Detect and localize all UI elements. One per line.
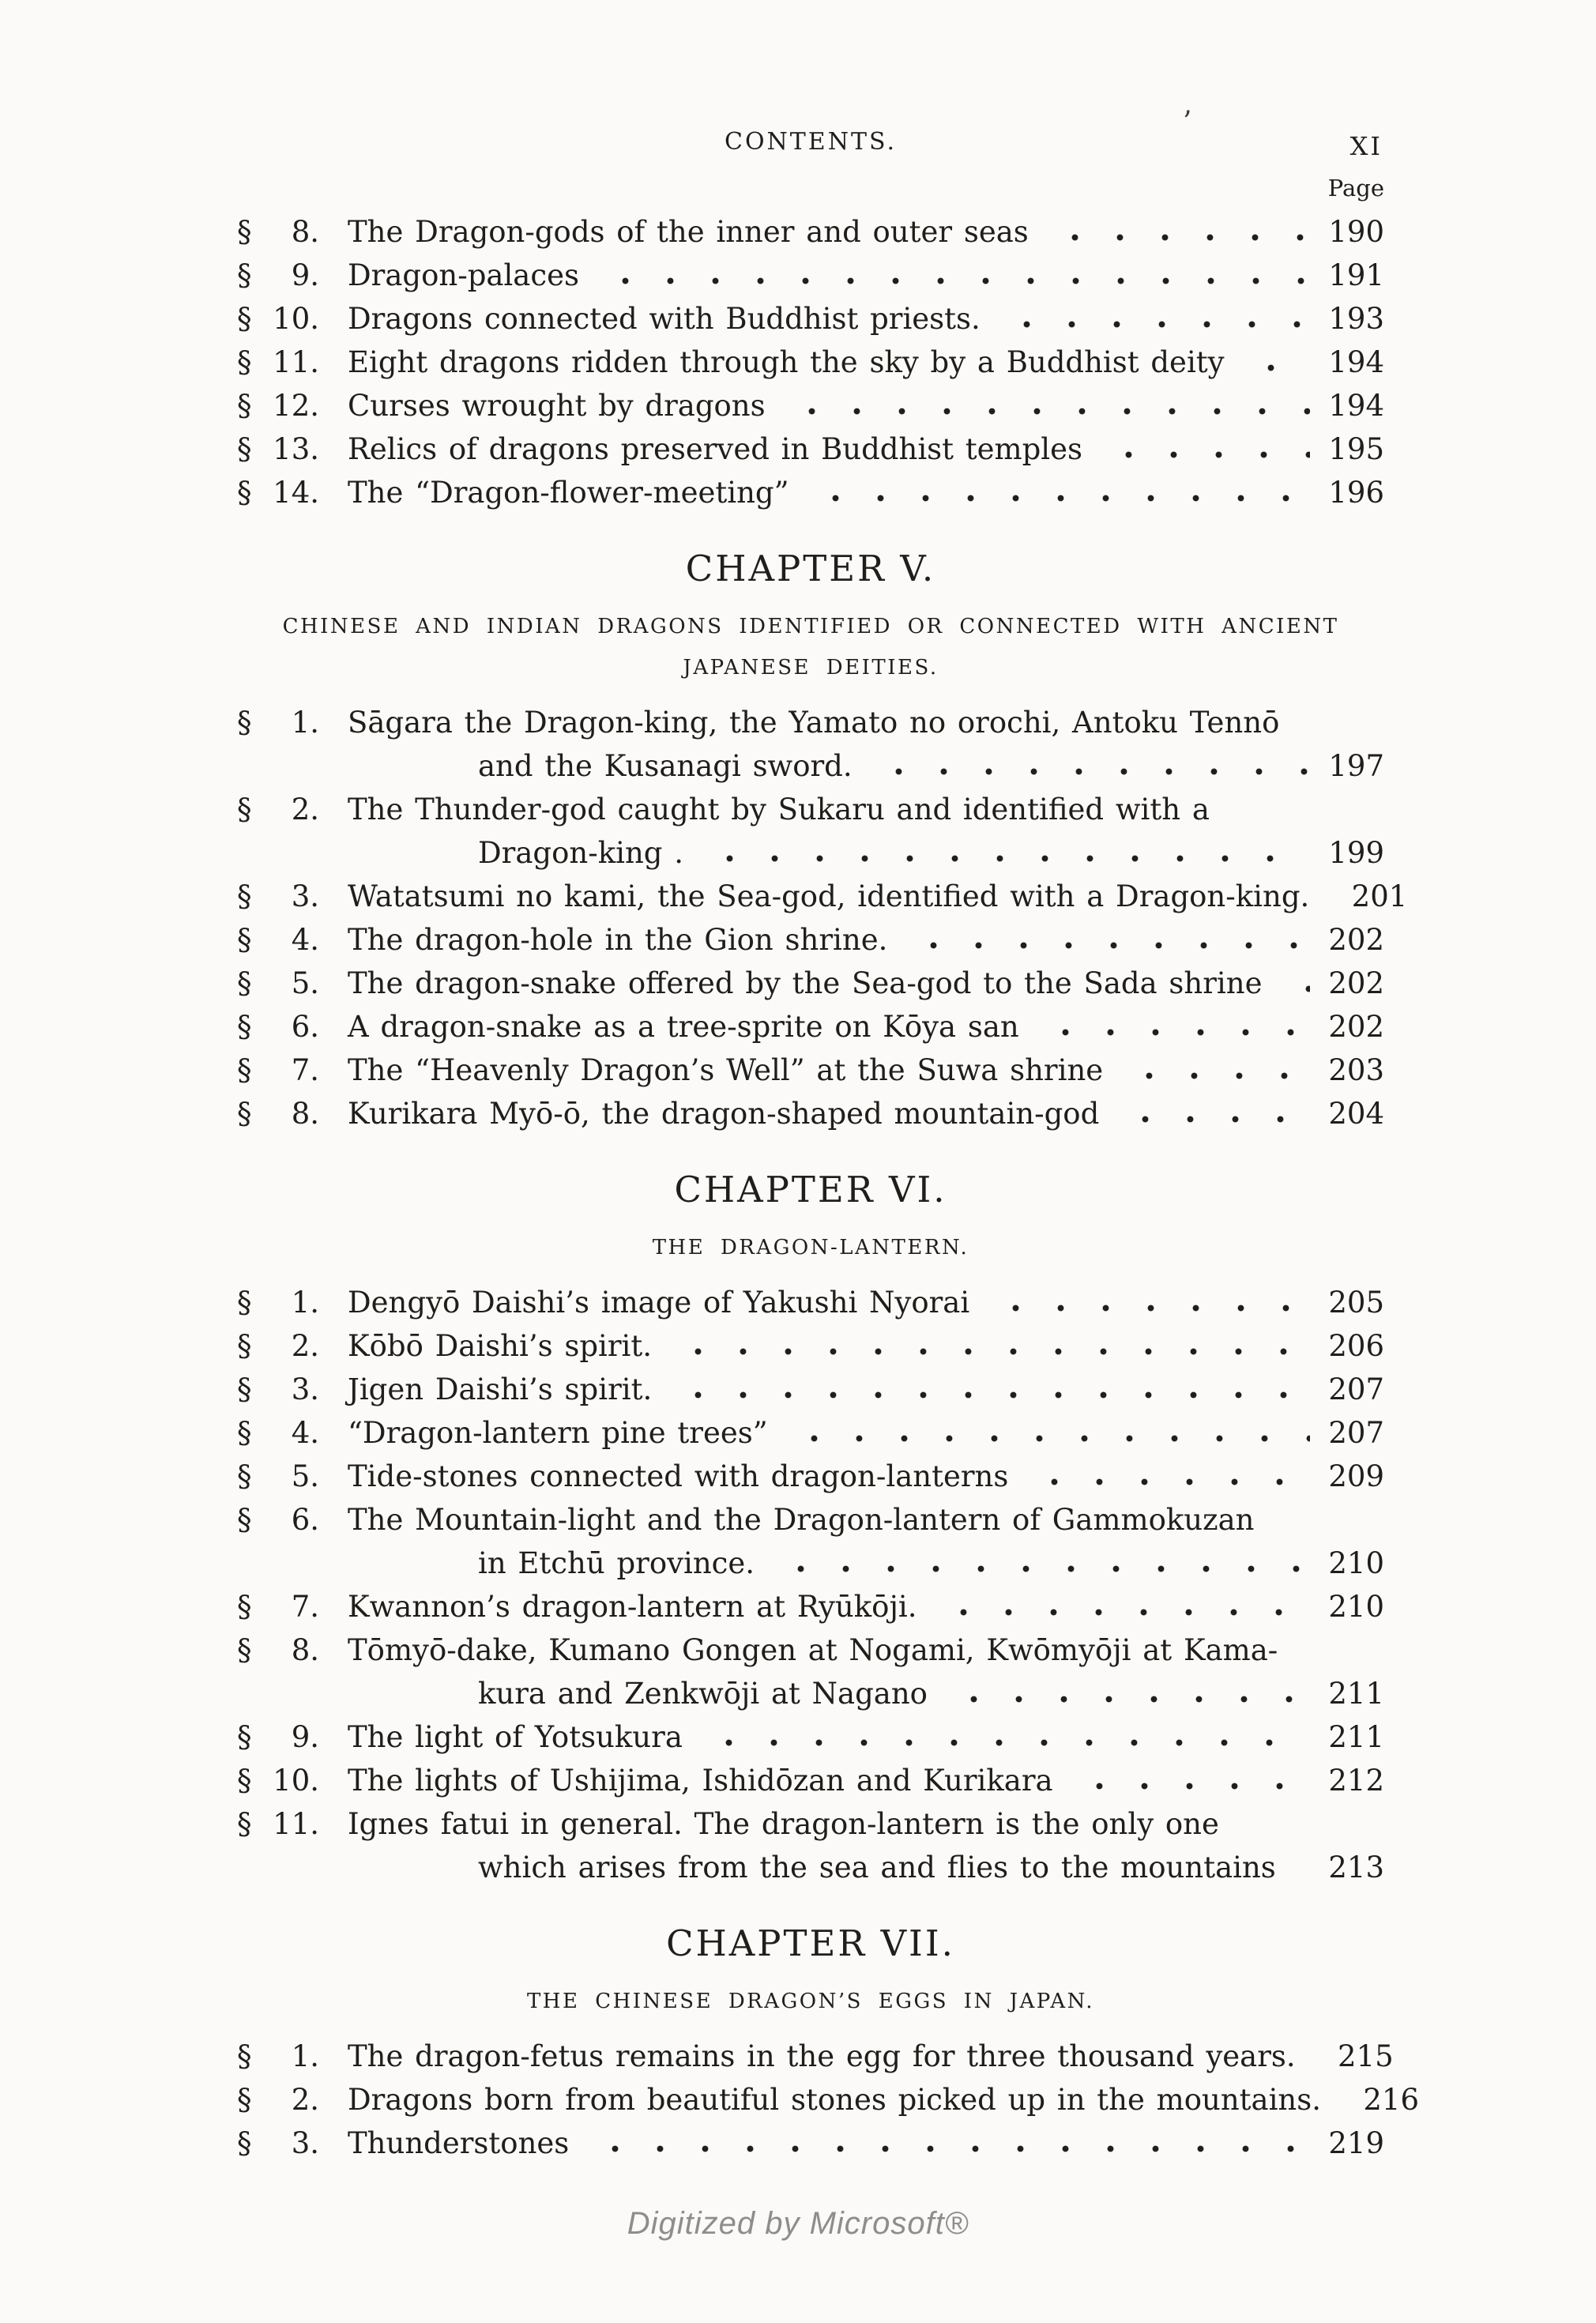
entry-number: 5. [291,1459,319,1493]
chapter-title: CHAPTER V. [685,548,936,589]
entry-number: 9. [291,1720,319,1754]
section-symbol: § [237,1459,252,1493]
toc-entry-row [237,701,1384,744]
folio-page-number: XI [1349,131,1383,161]
entry-page-number: 199 [1328,836,1384,870]
toc-entry-row [237,1498,1384,1542]
toc-entry-row [237,1715,1384,1759]
entry-title: Tide-stones connected with dragon-lanterns [348,1459,1009,1493]
section-symbol: § [237,923,252,957]
dot-leader [982,1304,1310,1312]
entry-page-number: 205 [1328,1286,1384,1320]
running-title: CONTENTS. [725,128,897,156]
dot-leader [865,767,1310,776]
toc-entry-row [237,254,1384,297]
entry-page-number: 202 [1328,1010,1384,1044]
dot-leader [664,1347,1310,1356]
entry-number: 10. [273,302,319,336]
toc-entry-row [237,341,1384,384]
toc-entry-continuation-row [237,744,1384,788]
toc-entry-row [237,1585,1384,1628]
entry-number: 10. [273,1764,319,1798]
entry-number: 1. [291,1286,319,1320]
section-symbol: § [237,966,252,1000]
chapter-subtitle-line: CHINESE AND INDIAN DRAGONS IDENTIFIED OR CONNECTED WITH ANCIENT [282,615,1339,638]
entry-page-number: 213 [1328,1850,1384,1884]
section-symbol: § [237,706,252,740]
entry-number: 1. [291,2039,319,2073]
toc-entry-row [237,875,1408,918]
entry-title: Sāgara the Dragon-king, the Yamato no orochi, Antoku Tennō [348,706,1280,740]
entry-number: 7. [291,1053,319,1087]
section-symbol: § [237,215,252,249]
entry-title-continuation: which arises from the sea and flies to the mountains [478,1850,1276,1884]
chapter-subtitle-line: THE CHINESE DRAGON’S EGGS IN JAPAN. [526,1990,1095,2013]
entry-title: The light of Yotsukura [348,1720,683,1754]
entry-title: Jigen Daishi’s spirit. [348,1372,653,1406]
chapter-heading [237,1170,1384,1268]
toc-entry-row [237,210,1384,254]
entry-title: “Dragon-lantern pine trees” [348,1416,768,1450]
section-symbol: § [237,258,252,292]
entry-page-number: 211 [1328,1720,1384,1754]
entry-title-continuation: kura and Zenkwōji at Nagano [478,1677,928,1711]
dot-leader [1041,233,1310,242]
toc-entry-row [237,2078,1420,2122]
toc-entry-row [237,1049,1384,1092]
entry-number: 7. [291,1590,319,1624]
entry-page-number: 216 [1363,2083,1420,2117]
entry-title: Ignes fatui in general. The dragon-lantern is the only one [348,1807,1219,1841]
toc-entry-row [237,471,1384,514]
section-symbol: § [237,1633,252,1667]
toc-entry-row [237,297,1384,341]
entry-title: The Thunder-god caught by Sukaru and identified with a [348,793,1210,826]
toc-entry-continuation-row [237,1542,1384,1585]
entry-title: Eight dragons ridden through the sky by a Buddhist deity [348,345,1225,379]
dot-leader [802,494,1310,503]
dot-leader [664,1391,1310,1399]
dot-leader [1032,1028,1310,1037]
toc-entry-row [237,427,1384,471]
entry-title: Dragons born from beautiful stones picked up in the mountains. [348,2083,1322,2117]
section-symbol: § [237,476,252,510]
toc-entry-row [237,962,1384,1005]
section-symbol: § [237,1329,252,1363]
entry-page-number: 194 [1328,345,1384,379]
toc-entry-row [237,1005,1384,1049]
dot-leader [695,1738,1310,1747]
toc-section [237,210,1384,514]
entry-number: 11. [273,1807,319,1841]
entry-number: 3. [291,1372,319,1406]
entry-title: Kōbō Daishi’s spirit. [348,1329,653,1363]
entry-title: The “Heavenly Dragon’s Well” at the Suwa shrine [348,1053,1104,1087]
dot-leader [696,854,1310,863]
toc-entry-continuation-row [237,831,1384,875]
section-symbol: § [237,1590,252,1624]
entry-number: 12. [273,389,319,423]
entry-title: The dragon-fetus remains in the egg for three thousand years. [348,2039,1296,2073]
toc-section [237,2035,1420,2165]
dot-leader [781,1434,1310,1443]
toc-entry-row [237,1281,1384,1324]
entry-title: Kurikara Myō-ō, the dragon-shaped mountain-god [348,1097,1100,1131]
entry-page-number: 204 [1328,1097,1384,1131]
section-symbol: § [237,389,252,423]
dot-leader [767,1564,1310,1573]
entry-page-number: 196 [1328,476,1384,510]
entry-number: 1. [291,706,319,740]
dot-leader [900,941,1310,950]
section-symbol: § [237,1720,252,1754]
entry-title-continuation: Dragon-king . [478,836,683,870]
entry-title: Dragons connected with Buddhist priests. [348,302,981,336]
entry-page-number: 201 [1351,879,1408,913]
entry-page-number: 195 [1328,432,1384,466]
section-symbol: § [237,1372,252,1406]
chapter-title: CHAPTER VII. [666,1922,955,1964]
table-of-contents [237,210,1420,2165]
section-symbol: § [237,1764,252,1798]
dot-leader [940,1695,1310,1704]
section-symbol: § [237,1010,252,1044]
entry-title: The dragon-hole in the Gion shrine. [348,923,888,957]
entry-title: The dragon-snake offered by the Sea-god to the Sada shrine [348,966,1263,1000]
toc-entry-row [237,1092,1384,1135]
entry-number: 2. [291,1329,319,1363]
section-symbol: § [237,1807,252,1841]
dot-leader [1237,363,1310,372]
section-symbol: § [237,1416,252,1450]
toc-entry-row [237,1759,1384,1802]
entry-page-number: 206 [1328,1329,1384,1363]
section-symbol: § [237,2039,252,2073]
entry-title: The Mountain-light and the Dragon-lantern of Gammokuzan [348,1503,1255,1537]
section-symbol: § [237,432,252,466]
entry-number: 2. [291,793,319,826]
entry-title: The Dragon-gods of the inner and outer seas [348,215,1029,249]
dot-leader [1334,2101,1345,2110]
toc-entry-row [237,918,1384,962]
entry-page-number: 202 [1328,923,1384,957]
section-symbol: § [237,1097,252,1131]
dot-leader [1066,1782,1310,1790]
entry-page-number: 209 [1328,1459,1384,1493]
dot-leader [930,1608,1310,1617]
toc-entry-row [237,1411,1384,1455]
entry-page-number: 215 [1338,2039,1394,2073]
toc-entry-row [237,2122,1384,2165]
page-header [237,126,1384,163]
entry-page-number: 219 [1328,2126,1384,2160]
entry-number: 9. [291,258,319,292]
toc-entry-row [237,384,1384,427]
section-symbol: § [237,2126,252,2160]
dot-leader [1322,898,1333,906]
entry-number: 6. [291,1010,319,1044]
entry-number: 4. [291,923,319,957]
entry-title: Thunderstones [348,2126,570,2160]
section-symbol: § [237,879,252,913]
dot-leader [1308,2058,1319,2066]
toc-entry-row [237,1628,1384,1672]
entry-number: 13. [273,432,319,466]
toc-section [237,701,1408,1135]
section-symbol: § [237,1503,252,1537]
toc-entry-continuation-row [237,1846,1384,1889]
entry-page-number: 193 [1328,302,1384,336]
entry-number: 2. [291,2083,319,2117]
toc-entry-row [237,1368,1384,1411]
entry-page-number: 191 [1328,258,1384,292]
dot-leader [1021,1478,1310,1486]
entry-page-number: 207 [1328,1416,1384,1450]
entry-number: 8. [291,1097,319,1131]
chapter-title: CHAPTER VI. [674,1169,947,1210]
dot-leader [592,277,1310,285]
chapter-subtitle-line: JAPANESE DEITIES. [683,656,939,680]
toc-entry-row [237,1455,1384,1498]
entry-title: Kwannon’s dragon-lantern at Ryūkōji. [348,1590,917,1624]
entry-title-continuation: in Etchū province. [478,1546,755,1580]
entry-number: 8. [291,1633,319,1667]
dot-leader [1095,450,1310,459]
entry-page-number: 190 [1328,215,1384,249]
entry-page-number: 197 [1328,749,1384,783]
entry-title: Watatsumi no kami, the Sea-god, identified with a Dragon-king. [348,879,1310,913]
entry-page-number: 203 [1328,1053,1384,1087]
entry-number: 11. [273,345,319,379]
text-block [237,126,1420,2165]
section-symbol: § [237,793,252,826]
toc-entry-row [237,2035,1394,2078]
page-column-label: Page [1327,175,1384,201]
toc-entry-row [237,1802,1384,1846]
section-symbol: § [237,1053,252,1087]
entry-number: 14. [273,476,319,510]
entry-page-number: 202 [1328,966,1384,1000]
digitized-watermark: Digitized by Microsoft® [627,2206,969,2241]
entry-number: 6. [291,1503,319,1537]
entry-page-number: 210 [1328,1590,1384,1624]
toc-entry-row [237,1324,1384,1368]
dot-leader [582,2144,1310,2153]
toc-section [237,1281,1384,1889]
section-symbol: § [237,302,252,336]
dot-leader [1116,1071,1310,1080]
scan-artifact-mark: ’ [1183,106,1192,138]
entry-title-continuation: and the Kusanagi sword. [478,749,853,783]
chapter-subtitle-line: THE DRAGON-LANTERN. [652,1236,969,1259]
entry-title: The lights of Ushijima, Ishidōzan and Kurikara [348,1764,1053,1798]
entry-title: Relics of dragons preserved in Buddhist temples [348,432,1083,466]
entry-page-number: 211 [1328,1677,1384,1711]
chapter-heading [237,549,1384,688]
section-symbol: § [237,2083,252,2117]
toc-entry-row [237,788,1384,831]
chapter-heading [237,1924,1384,2022]
entry-number: 4. [291,1416,319,1450]
entry-page-number: 212 [1328,1764,1384,1798]
section-symbol: § [237,1286,252,1320]
entry-number: 5. [291,966,319,1000]
toc-entry-continuation-row [237,1672,1384,1715]
dot-leader [1289,1869,1310,1877]
dot-leader [993,320,1310,329]
section-symbol: § [237,345,252,379]
entry-number: 3. [291,2126,319,2160]
entry-title: The “Dragon-flower-meeting” [348,476,789,510]
entry-page-number: 210 [1328,1546,1384,1580]
entry-title: Dengyō Daishi’s image of Yakushi Nyorai [348,1286,970,1320]
entry-title: Tōmyō-dake, Kumano Gongen at Nogami, Kwōmyōji at Kama- [348,1633,1278,1667]
dot-leader [1112,1115,1310,1124]
dot-leader [778,407,1310,416]
entry-title: Curses wrought by dragons [348,389,766,423]
dot-leader [1275,985,1311,993]
entry-title: Dragon-palaces [348,258,579,292]
entry-page-number: 207 [1328,1372,1384,1406]
entry-number: 8. [291,215,319,249]
entry-number: 3. [291,879,319,913]
entry-page-number: 194 [1328,389,1384,423]
entry-title: A dragon-snake as a tree-sprite on Kōya san [348,1010,1019,1044]
